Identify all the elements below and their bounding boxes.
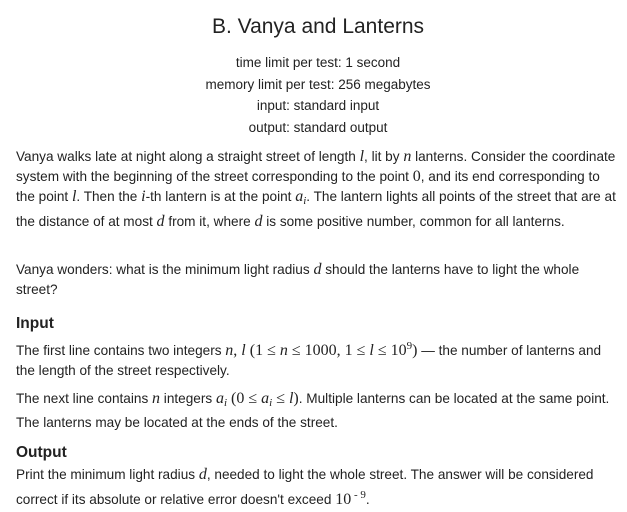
text: , and its end corresponding to the point	[16, 169, 600, 205]
text: from it, where	[164, 213, 255, 229]
math-expr: )	[412, 342, 418, 359]
math-expr: ≤ 1000, 1 ≤	[287, 342, 370, 359]
math-var: n	[403, 148, 412, 165]
math-var: l	[71, 188, 77, 206]
output-paragraph-1	[16, 465, 622, 510]
math-subscript: i	[303, 195, 307, 208]
math-punct: ,	[233, 342, 242, 359]
math-var: l	[288, 390, 294, 407]
problem-title: B. Vanya and Lanterns	[211, 15, 425, 38]
text: Vanya walks late at night along a straight street of length	[16, 149, 360, 164]
math-var: n	[225, 342, 234, 359]
text: . Then the	[76, 189, 142, 205]
text: lanterns. Consider the coordinate system with the beginning of the street corresponding to the point	[16, 149, 616, 185]
input-paragraph-2	[16, 389, 622, 433]
math-var: d	[313, 261, 322, 278]
math-superscript: 9	[406, 340, 413, 352]
statement-paragraph-2	[16, 260, 622, 300]
text: — the number of lanterns and the length of the street respectively.	[16, 343, 602, 379]
problem-header	[0, 14, 627, 138]
math-var: d	[254, 212, 263, 230]
input-spec: input: standard input	[256, 98, 380, 113]
math-expr: (0 ≤	[227, 390, 262, 407]
text: , needed to light the whole street. The answer will be considered correct if its absolute or relative error doesn't exceed	[16, 467, 594, 508]
math-num: 10	[335, 491, 352, 509]
text: Vanya wonders: what is the minimum light radius	[16, 262, 314, 277]
math-superscript: - 9	[351, 489, 366, 502]
text: The next line contains	[16, 391, 153, 406]
text: . The lantern lights all points of the street that are at the distance of at most	[16, 189, 616, 229]
text: is some positive number, common for all lanterns.	[262, 213, 565, 229]
math-var: i	[141, 188, 146, 206]
math-var: l	[359, 148, 365, 165]
text: Print the minimum light radius	[16, 467, 199, 482]
math-var: n	[279, 342, 288, 359]
output-heading: Output	[16, 444, 67, 461]
math-subscript: i	[269, 397, 273, 409]
math-expr: ≤	[272, 390, 289, 407]
math-var: d	[156, 212, 165, 230]
math-var: a	[261, 390, 270, 407]
math-var: a	[295, 188, 304, 206]
text: , lit by	[364, 149, 404, 164]
statement-paragraph-1	[16, 147, 622, 232]
text: The first line contains two integers	[16, 343, 226, 358]
math-expr: (1 ≤	[245, 342, 280, 359]
math-var: l	[369, 342, 374, 359]
math-subscript: i	[223, 397, 228, 409]
math-var: a	[215, 390, 224, 407]
input-heading: Input	[16, 315, 54, 332]
text: should the lanterns have to light the whole street?	[16, 262, 580, 298]
text: -th lantern is at the point	[145, 189, 296, 205]
text: integers	[160, 391, 216, 406]
text: .	[365, 492, 370, 508]
math-num: 0	[412, 168, 421, 186]
memory-limit: memory limit per test: 256 megabytes	[205, 76, 431, 92]
time-limit: time limit per test: 1 second	[235, 55, 401, 70]
math-expr: )	[293, 390, 299, 407]
math-var: d	[198, 466, 207, 483]
math-var: n	[152, 390, 161, 407]
input-paragraph-1	[16, 336, 622, 381]
math-expr: ≤ 10	[373, 342, 407, 359]
text: . Multiple lanterns can be located at the same point. The lanterns may be located at the ends of the street.	[16, 391, 610, 431]
math-var: l	[241, 342, 246, 359]
output-spec: output: standard output	[248, 119, 388, 135]
